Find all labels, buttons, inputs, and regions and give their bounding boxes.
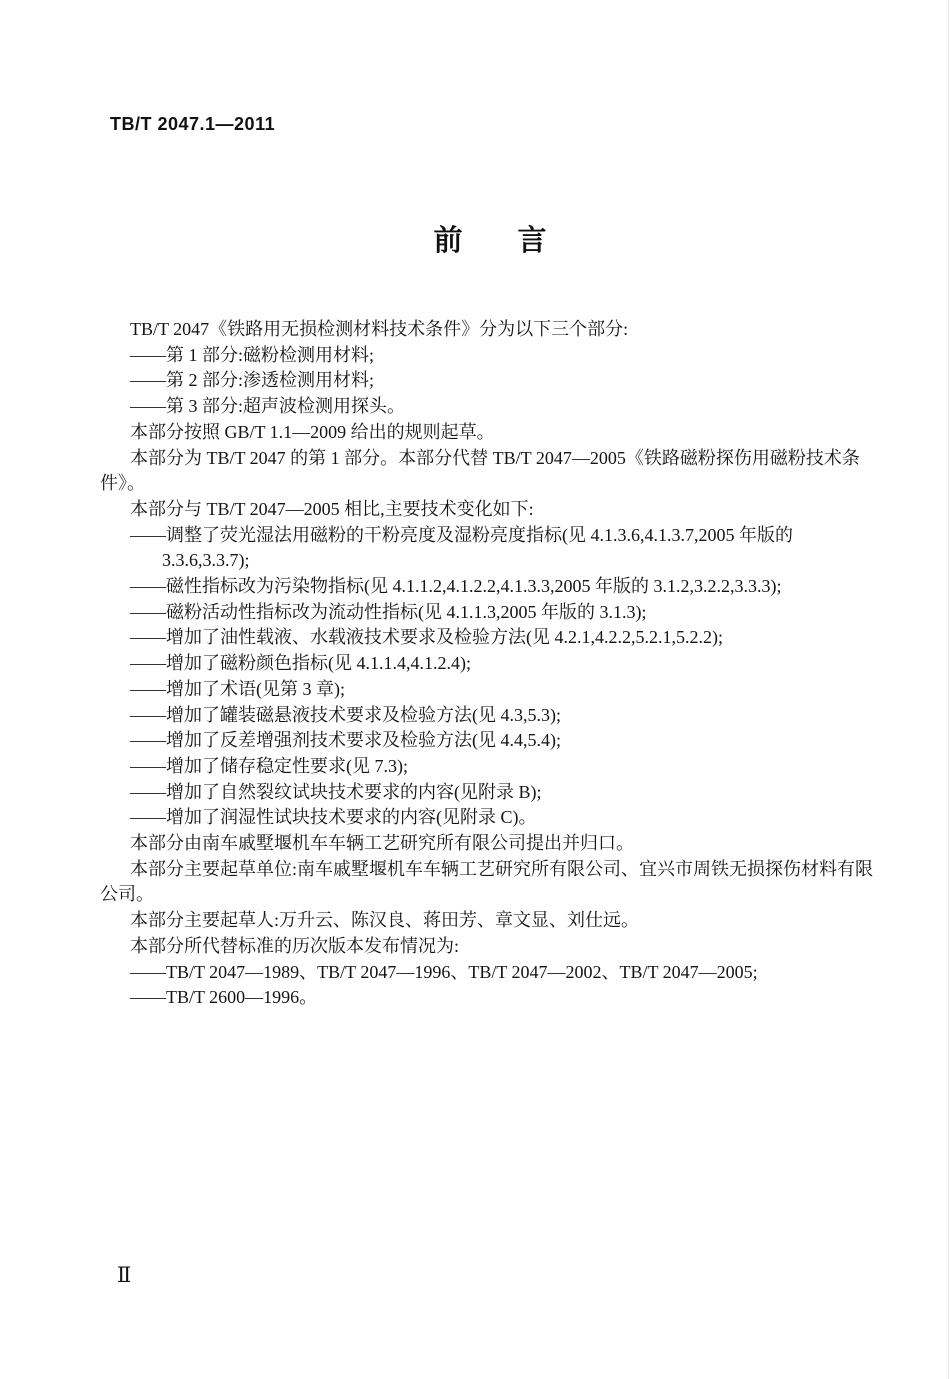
text-line: ——增加了磁粉颜色指标(见 4.1.1.4,4.1.2.4); — [130, 653, 471, 674]
text-line: ——TB/T 2047—1989、TB/T 2047—1996、TB/T 2047—2002、TB/T 2047—2005; — [130, 961, 758, 982]
page-title — [0, 218, 950, 259]
text-line: 本部分由南车戚墅堰机车车辆工艺研究所有限公司提出并归口。 — [130, 833, 634, 854]
text-line: 件》。 — [100, 473, 145, 494]
text-line: ——第 3 部分:超声波检测用探头。 — [130, 396, 405, 417]
text-line: 3.3.6,3.3.7); — [162, 550, 250, 571]
text-line: ——增加了术语(见第 3 章); — [130, 678, 345, 699]
text-line: ——调整了荧光湿法用磁粉的干粉亮度及湿粉亮度指标(见 4.1.3.6,4.1.3.7,2005 年版的 — [130, 524, 793, 545]
text-line: TB/T 2047《铁路用无损检测材料技术条件》分为以下三个部分: — [130, 319, 629, 339]
text-line: ——增加了储存稳定性要求(见 7.3); — [130, 755, 408, 776]
text-line: 本部分主要起草单位:南车戚墅堰机车车辆工艺研究所有限公司、宜兴市周铁无损探伤材料有限 — [130, 858, 873, 879]
text-line: ——增加了油性载液、水载液技术要求及检验方法(见 4.2.1,4.2.2,5.2.1,5.2.2); — [130, 627, 723, 648]
text-line: ——增加了润湿性试块技术要求的内容(见附录 C)。 — [130, 807, 537, 828]
text-line: ——第 1 部分:磁粉检测用材料; — [130, 344, 375, 365]
title-char-1: 前 — [433, 225, 463, 257]
title-char-2: 言 — [517, 225, 547, 257]
text-line: 本部分主要起草人:万升云、陈汉良、蒋田芳、章文显、刘仕远。 — [130, 910, 639, 931]
text-line: 本部分为 TB/T 2047 的第 1 部分。本部分代替 TB/T 2047—2005《铁路磁粉探伤用磁粉技术条 — [130, 447, 860, 468]
text-line: ——第 2 部分:渗透检测用材料; — [130, 370, 375, 391]
text-line: 本部分按照 GB/T 1.1—2009 给出的规则起草。 — [130, 421, 495, 442]
text-line: ——增加了自然裂纹试块技术要求的内容(见附录 B); — [130, 781, 542, 802]
text-line: 本部分所代替标准的历次版本发布情况为: — [130, 935, 459, 956]
text-line: ——增加了反差增强剂技术要求及检验方法(见 4.4,5.4); — [130, 730, 561, 751]
text-line: ——磁粉活动性指标改为流动性指标(见 4.1.1.3,2005 年版的 3.1.3); — [130, 601, 647, 622]
text-line: 公司。 — [100, 884, 154, 905]
standard-number-header: TB/T 2047.1—2011 — [110, 114, 276, 134]
text-line: 本部分与 TB/T 2047—2005 相比,主要技术变化如下: — [130, 498, 534, 519]
foreword-body — [100, 317, 900, 1011]
text-line: ——磁性指标改为污染物指标(见 4.1.1.2,4.1.2.2,4.1.3.3,2005 年版的 3.1.2,3.2.2,3.3.3); — [130, 576, 782, 597]
page-number: Ⅱ — [117, 1263, 132, 1287]
text-line: ——TB/T 2600—1996。 — [130, 987, 318, 1008]
scan-edge-line — [948, 0, 949, 1379]
text-line: ——增加了罐装磁悬液技术要求及检验方法(见 4.3,5.3); — [130, 704, 561, 725]
